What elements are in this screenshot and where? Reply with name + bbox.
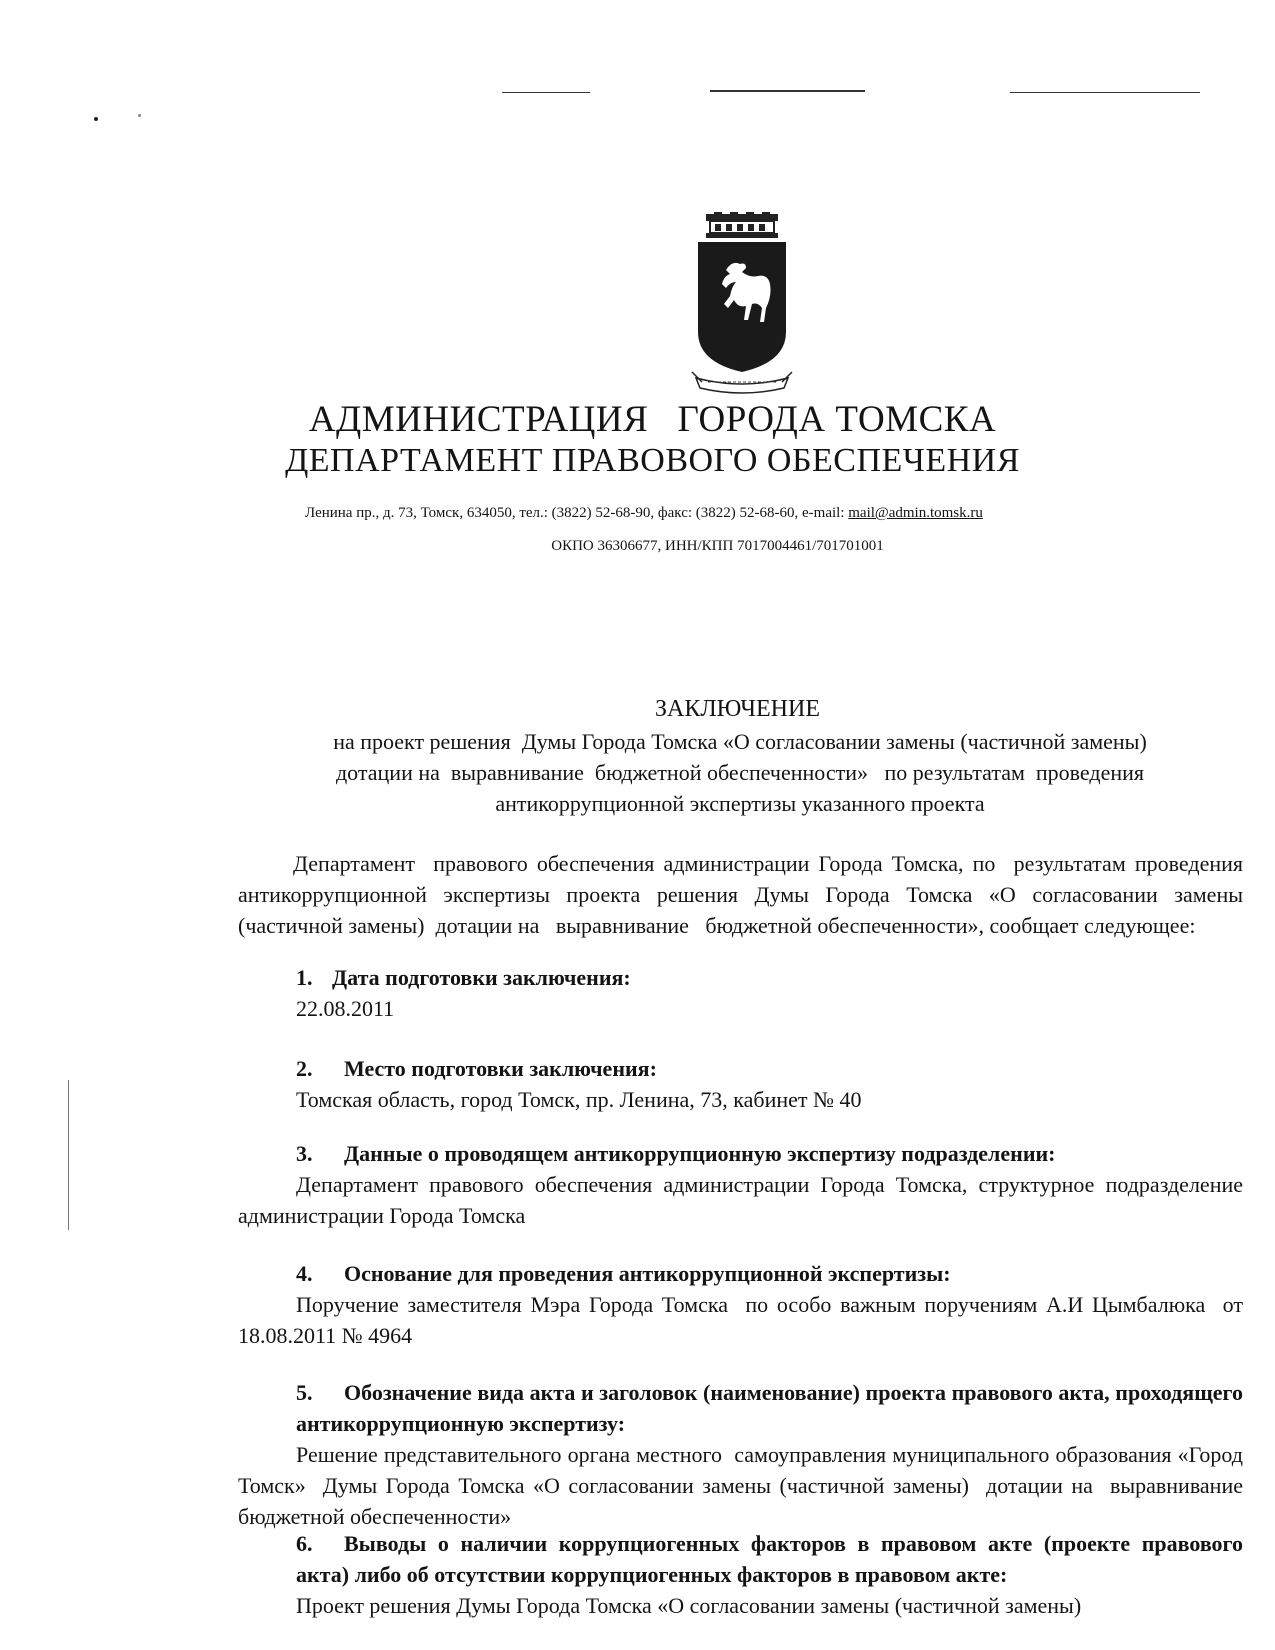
tomsk-coat-of-arms-icon xyxy=(688,212,796,398)
section-heading xyxy=(238,1377,1243,1439)
contact-address: Ленина пр., д. 73, Томск, 634050, тел.: (3822) 52-68-90, факс: (3822) 52-68-60, e-mail: xyxy=(305,505,849,521)
section-number: 2. xyxy=(296,1056,313,1081)
section-body: Департамент правового обеспечения администрации Города Томска, структурное подразделение администрации Города Томска xyxy=(238,1172,1243,1228)
section-heading-text: Дата подготовки заключения: xyxy=(332,965,631,990)
section-body: Томская область, город Томск, пр. Ленина, 73, кабинет № 40 xyxy=(296,1087,862,1112)
department-title: ДЕПАРТАМЕНТ ПРАВОВОГО ОБЕСПЕЧЕНИЯ xyxy=(285,442,1020,479)
scan-artifact-line xyxy=(710,90,865,92)
subject-line: дотации на выравнивание бюджетной обеспеченности» по результатам проведения xyxy=(335,760,1145,785)
intro-paragraph: Департамент правового обеспечения администрации Города Томска, по результатам проведения антикоррупционной экспертизы проекта решения Думы Города Томска «О согласовании замены (частичной замены) дотации на выравнивание бюджетной обеспеченности», сообщает следующее: xyxy=(238,851,1254,938)
section-conclusions xyxy=(238,1528,1243,1621)
section-heading-text: Выводы о наличии коррупциогенных факторов в правовом акте (проекте правового акта) либо об отсутствии коррупциогенных факторов в правовом акте: xyxy=(296,1531,1243,1587)
section-heading-text: Место подготовки заключения: xyxy=(344,1056,657,1081)
scan-artifact-vline xyxy=(68,1080,69,1230)
scan-artifact-line xyxy=(1010,92,1200,93)
section-number: 4. xyxy=(296,1261,313,1286)
subject-line: антикоррупционной экспертизы указанного проекта xyxy=(495,791,985,816)
section-act-title xyxy=(238,1377,1254,1532)
section-heading xyxy=(238,1528,1243,1590)
section-body: Решение представительного органа местного самоуправления муниципального образования «Город Томск» Думы Города Томска «О согласовании замены (частичной замены) дотации на выравнивание бюджетной обеспеченности» xyxy=(238,1442,1254,1529)
section-preparation-place xyxy=(238,1053,1243,1115)
section-body: 22.08.2011 xyxy=(296,996,395,1021)
section-body: Поручение заместителя Мэра Города Томска по особо важным поручениям А.И Цымбалюка от 18.08.2011 № 4964 xyxy=(238,1292,1249,1348)
section-number: 6. xyxy=(296,1531,313,1556)
email-link[interactable]: mail@admin.tomsk.ru xyxy=(848,505,983,521)
organization-title: АДМИНИСТРАЦИЯ ГОРОДА ТОМСКА xyxy=(308,399,997,440)
section-heading xyxy=(238,1138,1243,1169)
section-heading xyxy=(238,1053,1243,1084)
section-heading-text: Данные о проводящем антикоррупционную экспертизу подразделении: xyxy=(344,1141,1056,1166)
document-subject xyxy=(250,726,1230,819)
document-title: ЗАКЛЮЧЕНИЕ xyxy=(655,696,820,722)
section-number: 5. xyxy=(296,1380,313,1405)
scan-artifact-dot xyxy=(138,114,141,117)
section-number: 1. xyxy=(296,965,313,990)
section-heading xyxy=(238,1258,1243,1289)
contact-line xyxy=(305,505,1205,522)
section-number: 3. xyxy=(296,1141,313,1166)
section-heading-text: Обозначение вида акта и заголовок (наименование) проекта правового акта, проходящего антикоррупционную экспертизу: xyxy=(296,1380,1243,1436)
section-heading-text: Основание для проведения антикоррупционной экспертизы: xyxy=(344,1261,951,1286)
section-heading xyxy=(238,962,1243,993)
section-preparation-date xyxy=(238,962,1243,1024)
section-basis xyxy=(238,1258,1249,1351)
section-subdivision xyxy=(238,1138,1243,1231)
scan-artifact-dot xyxy=(94,117,98,121)
section-body: Проект решения Думы Города Томска «О согласовании замены (частичной замены) xyxy=(296,1593,1082,1618)
subject-line: на проект решения Думы Города Томска «О согласовании замены (частичной замены) xyxy=(333,729,1147,754)
scan-artifact-line xyxy=(502,92,590,93)
registration-codes: ОКПО 36306677, ИНН/КПП 7017004461/701701001 xyxy=(551,538,884,554)
